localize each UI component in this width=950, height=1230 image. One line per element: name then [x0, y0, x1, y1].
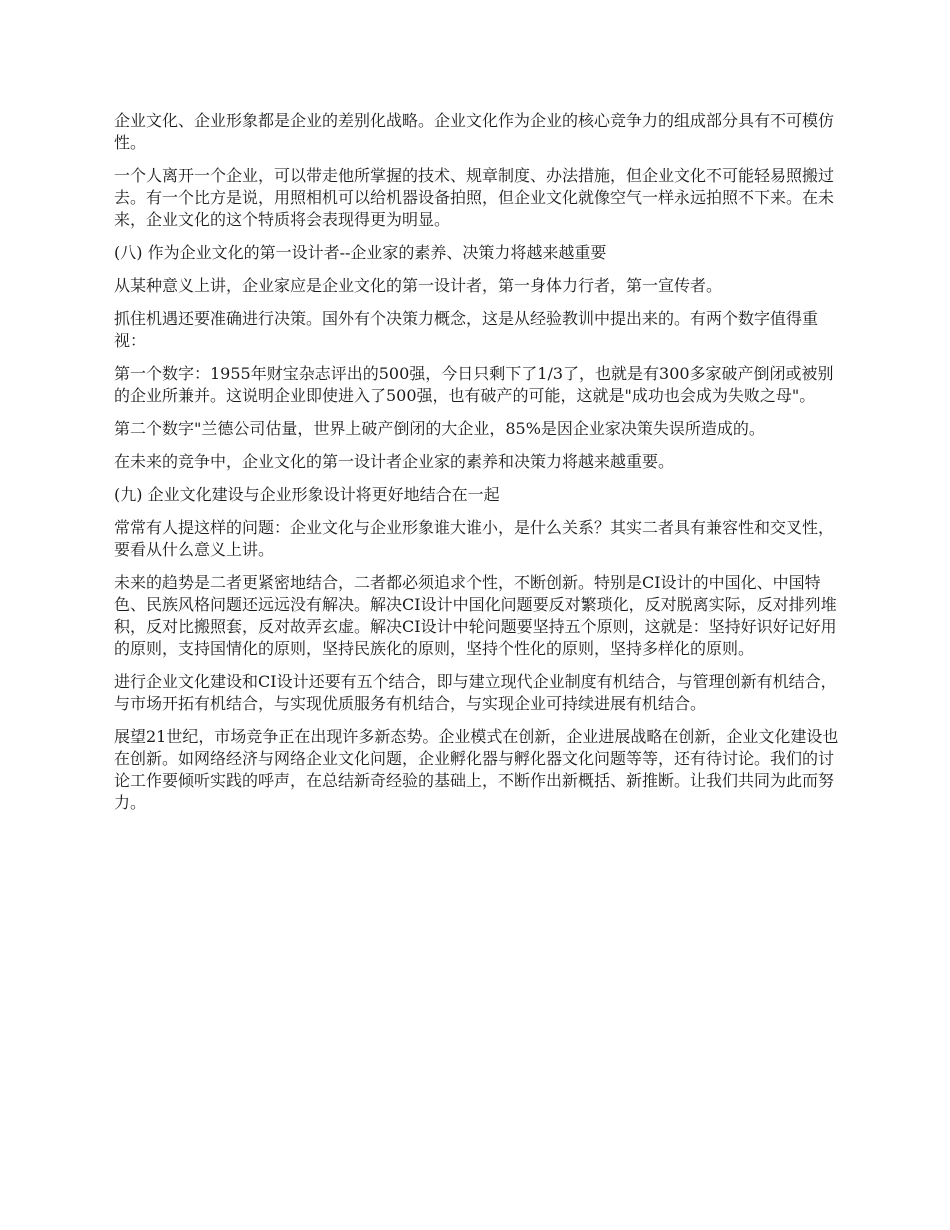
paragraph-4: 抓住机遇还要准确进行决策。国外有个决策力概念，这是从经验教训中提出来的。有两个数字值得重视：: [114, 309, 819, 350]
paragraph-3: 从某种意义上讲，企业家应是企业文化的第一设计者，第一身体力行者，第一宣传者。: [114, 276, 723, 295]
section-heading-9: (九) 企业文化建设与企业形象设计将更好地结合在一起: [114, 485, 500, 504]
paragraph-10: 进行企业文化建设和CI设计还要有五个结合，即与建立现代企业制度有机结合，与管理创新有机结合，与市场开拓有机结合，与实现优质服务有机结合，与实现企业可持续进展有机结合。: [114, 672, 837, 713]
paragraph-5: 第一个数字：1955年财宝杂志评出的500强，今日只剩下了1/3了，也就是有300多家破产倒闭或被别的企业所兼并。这说明企业即使进入了500强，也有破产的可能，这就是"成功也会成为失败之母"。: [114, 364, 834, 405]
paragraph-7: 在未来的竞争中，企业文化的第一设计者企业家的素养和决策力将越来越重要。: [114, 452, 675, 471]
paragraph-1: 企业文化、企业形象都是企业的差别化战略。企业文化作为企业的核心竞争力的组成部分具有不可模仿性。: [114, 111, 835, 152]
paragraph-11: 展望21世纪，市场竞争正在出现许多新态势。企业模式在创新，企业进展战略在创新，企业文化建设也在创新。如网络经济与网络企业文化问题，企业孵化器与孵化器文化问题等等，还有待讨论。我们的讨论工作要倾听实践的呼声，在总结新奇经验的基础上，不断作出新概括、新推断。让我们共同为此而努力。: [114, 727, 839, 812]
section-heading-8: (八) 作为企业文化的第一设计者--企业家的素养、决策力将越来越重要: [114, 243, 607, 262]
paragraph-2: 一个人离开一个企业，可以带走他所掌握的技术、规章制度、办法措施，但企业文化不可能轻易照搬过去。有一个比方是说，用照相机可以给机器设备拍照，但企业文化就像空气一样永远拍照不下来。在未来，企业文化的这个特质将会表现得更为明显。: [114, 166, 835, 229]
paragraph-9: 未来的趋势是二者更紧密地结合，二者都必须追求个性，不断创新。特别是CI设计的中国化、中国特色、民族风格问题还远远没有解决。解决CI设计中国化问题要反对繁琐化，反对脱离实际，反对排列堆积，反对比搬照套，反对故弄玄虚。解决CI设计中轮问题要坚持五个原则，这就是：坚持好识好记好用的原则，支持国情化的原则，坚持民族化的原则，坚持个性化的原则，坚持多样化的原则。: [114, 573, 837, 658]
paragraph-6: 第二个数字"兰德公司估量，世界上破产倒闭的大企业，85%是因企业家决策失误所造成的。: [114, 419, 765, 438]
document-body: [114, 110, 844, 825]
paragraph-8: 常常有人提这样的问题：企业文化与企业形象谁大谁小，是什么关系？其实二者具有兼容性和交叉性，要看从什么意义上讲。: [114, 518, 835, 559]
